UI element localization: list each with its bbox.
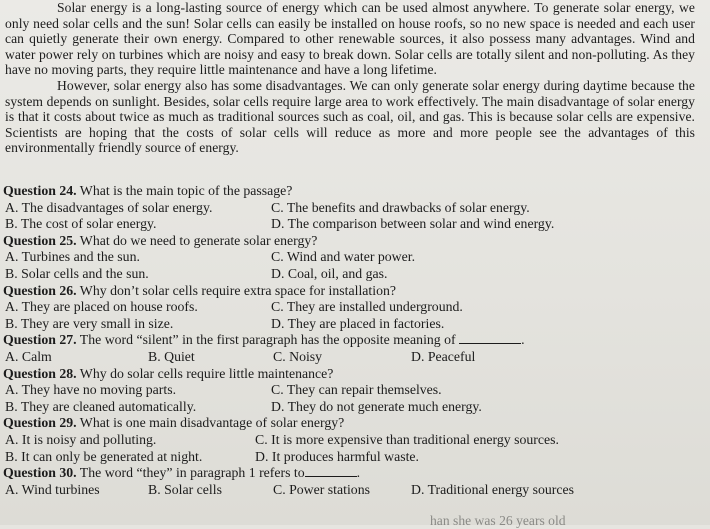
options-row bbox=[3, 200, 703, 217]
question-stem bbox=[3, 415, 703, 432]
option-d[interactable]: D. Peaceful bbox=[411, 348, 476, 364]
option-a[interactable]: A. They are placed on house roofs. bbox=[5, 299, 198, 315]
question-text: Why do solar cells require little maintenance? bbox=[79, 365, 334, 381]
option-d[interactable]: D. Coal, oil, and gas. bbox=[271, 265, 388, 281]
options-row bbox=[3, 399, 703, 416]
question-stem bbox=[3, 366, 703, 383]
question-stem bbox=[3, 465, 703, 482]
option-b[interactable]: B. They are cleaned automatically. bbox=[5, 398, 197, 414]
options-row bbox=[3, 316, 703, 333]
options-row bbox=[3, 382, 703, 399]
question-number: Question 26. bbox=[3, 282, 77, 298]
question-29 bbox=[3, 415, 703, 465]
question-text: What is one main disadvantage of solar energy? bbox=[79, 415, 345, 431]
question-28 bbox=[3, 366, 703, 416]
option-d[interactable]: D. The comparison between solar and wind energy. bbox=[271, 216, 555, 232]
option-a[interactable]: A. Wind turbines bbox=[5, 481, 100, 497]
question-list bbox=[3, 183, 703, 498]
option-a[interactable]: A. The disadvantages of solar energy. bbox=[5, 199, 213, 215]
option-c[interactable]: C. They are installed underground. bbox=[271, 299, 463, 315]
question-text: Why don’t solar cells require extra space for installation? bbox=[79, 282, 396, 298]
question-text-end: . bbox=[521, 332, 525, 348]
options-row bbox=[3, 432, 703, 449]
reading-passage bbox=[5, 0, 695, 156]
question-number: Question 29. bbox=[3, 415, 77, 431]
option-b[interactable]: B. They are very small in size. bbox=[5, 315, 174, 331]
question-30 bbox=[3, 465, 703, 498]
option-d[interactable]: D. Traditional energy sources bbox=[411, 481, 574, 497]
option-d[interactable]: D. It produces harmful waste. bbox=[255, 448, 419, 464]
question-stem bbox=[3, 283, 703, 300]
question-26 bbox=[3, 283, 703, 333]
option-a[interactable]: A. Turbines and the sun. bbox=[5, 249, 140, 265]
option-a[interactable]: A. They have no moving parts. bbox=[5, 382, 177, 398]
question-25 bbox=[3, 233, 703, 283]
question-stem bbox=[3, 233, 703, 250]
passage-paragraph-1: Solar energy is a long-lasting source of energy which can be used almost anywhere. To generate solar energy, we only need solar cells and the sun! Solar cells can easily be installed on house roofs, so no new space is needed and each user can quietly generate their own energy. Compared to other renewable sources, it also possess many advantages. Wind and water power rely on turbines which are noisy and easy to break down. Solar cells are totally silent and non-polluting. As they have no moving parts, they require little maintenance and have a long lifetime. bbox=[5, 0, 695, 78]
options-row bbox=[3, 216, 703, 233]
faded-bleed-through-text: han she was 26 years old bbox=[430, 513, 566, 528]
option-b[interactable]: B. Quiet bbox=[148, 348, 195, 364]
option-c[interactable]: C. They can repair themselves. bbox=[271, 382, 442, 398]
question-text-end: . bbox=[356, 465, 361, 481]
options-row bbox=[3, 349, 703, 366]
option-d[interactable]: D. They are placed in factories. bbox=[271, 315, 445, 331]
option-c[interactable]: C. It is more expensive than traditional energy sources. bbox=[255, 431, 559, 447]
options-row bbox=[3, 449, 703, 466]
option-d[interactable]: D. They do not generate much energy. bbox=[271, 398, 482, 414]
options-row bbox=[3, 266, 703, 283]
question-number: Question 25. bbox=[3, 232, 77, 248]
answer-blank[interactable] bbox=[305, 465, 357, 477]
option-c[interactable]: C. Noisy bbox=[273, 348, 323, 364]
question-number: Question 28. bbox=[3, 365, 77, 381]
question-stem bbox=[3, 183, 703, 200]
question-text: What is the main topic of the passage? bbox=[79, 183, 293, 198]
options-row bbox=[3, 299, 703, 316]
question-number: Question 27. bbox=[3, 332, 77, 348]
question-text: The word “they” in paragraph 1 refers to bbox=[79, 465, 305, 481]
option-b[interactable]: B. Solar cells bbox=[148, 481, 222, 497]
option-b[interactable]: B. Solar cells and the sun. bbox=[5, 265, 149, 281]
option-b[interactable]: B. The cost of solar energy. bbox=[5, 216, 157, 232]
question-27 bbox=[3, 332, 703, 365]
question-text: What do we need to generate solar energy? bbox=[79, 232, 318, 248]
option-c[interactable]: C. The benefits and drawbacks of solar energy. bbox=[271, 199, 530, 215]
options-row bbox=[3, 249, 703, 266]
answer-blank[interactable] bbox=[459, 332, 521, 344]
question-number: Question 30. bbox=[3, 465, 77, 481]
question-number: Question 24. bbox=[3, 183, 77, 198]
option-a[interactable]: A. Calm bbox=[5, 348, 52, 364]
options-row bbox=[3, 482, 703, 499]
question-text: The word “silent” in the first paragraph has the opposite meaning of bbox=[79, 332, 456, 348]
option-b[interactable]: B. It can only be generated at night. bbox=[5, 448, 203, 464]
option-a[interactable]: A. It is noisy and polluting. bbox=[5, 431, 157, 447]
passage-paragraph-2: However, solar energy also has some disadvantages. We can only generate solar energy during daytime because the system depends on sunlight. Besides, solar cells require large area to work effectively. The main disadvantage of solar energy is that it costs about twice as much as traditional sources such as coal, oil, and gas. This is because solar cells are expensive. Scientists are hoping that the costs of solar cells will reduce as more and more people see the advantages of this environmentally friendly source of energy. bbox=[5, 77, 695, 156]
question-24 bbox=[3, 183, 703, 233]
question-stem bbox=[3, 332, 703, 349]
option-c[interactable]: C. Wind and water power. bbox=[271, 249, 416, 265]
option-c[interactable]: C. Power stations bbox=[273, 481, 370, 497]
